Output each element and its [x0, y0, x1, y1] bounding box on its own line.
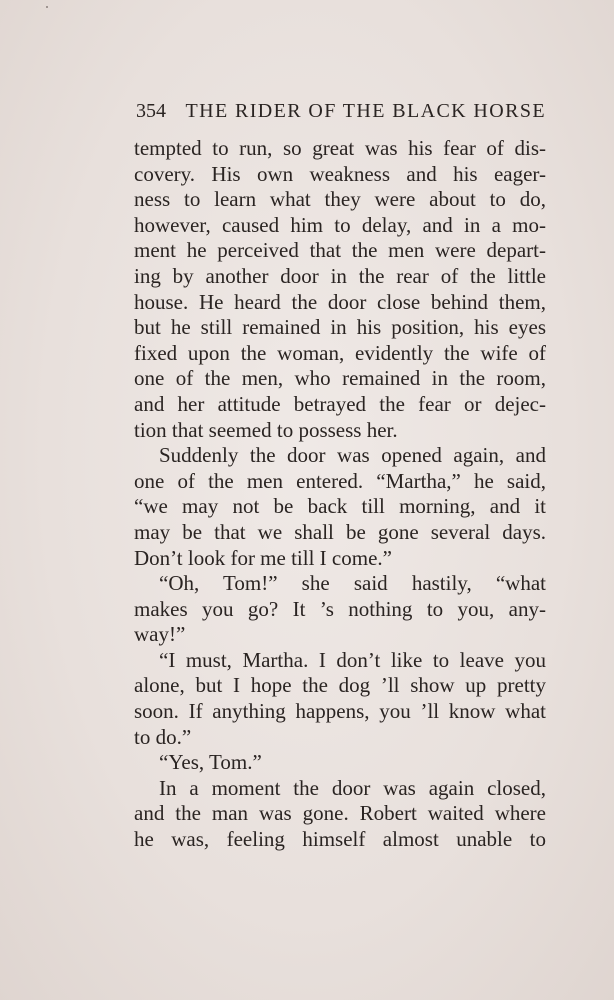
- text-line: one of the men, who remained in the room,: [134, 366, 546, 391]
- text-line: covery. His own weakness and his eager-: [134, 161, 546, 186]
- text-line: house. He heard the door close behind them,: [134, 289, 546, 314]
- paper-speck: [46, 6, 48, 8]
- text-line: “Oh, Tom!” she said hastily, “what: [159, 571, 546, 596]
- text-line: makes you go? It ’s nothing to you, any-: [134, 596, 546, 621]
- text-line: but he still remained in his position, his eyes: [134, 315, 546, 340]
- text-line: ment he perceived that the men were depart-: [134, 238, 546, 263]
- running-title: THE RIDER OF THE BLACK HORSE: [185, 100, 546, 122]
- text-line: In a moment the door was again closed,: [159, 775, 546, 800]
- text-line: ness to learn what they were about to do,: [134, 187, 546, 212]
- page-number: 354: [136, 100, 166, 122]
- text-line: tion that seemed to possess her.: [134, 417, 398, 442]
- text-line: Don’t look for me till I come.”: [134, 545, 392, 570]
- text-line: “Yes, Tom.”: [159, 750, 262, 775]
- text-line: and the man was gone. Robert waited where: [134, 801, 546, 826]
- text-line: “I must, Martha. I don’t like to leave you: [159, 647, 546, 672]
- text-line: “we may not be back till morning, and it: [134, 494, 546, 519]
- text-line: however, caused him to delay, and in a mo-: [134, 212, 546, 237]
- text-line: alone, but I hope the dog ’ll show up pretty: [134, 673, 546, 698]
- text-line: he was, feeling himself almost unable to: [134, 827, 546, 852]
- text-line: and her attitude betrayed the fear or dejec-: [134, 391, 546, 416]
- body-text: [134, 136, 546, 853]
- page-header: [136, 100, 546, 130]
- text-line: Suddenly the door was opened again, and: [159, 443, 546, 468]
- text-line: one of the men entered. “Martha,” he said,: [134, 468, 546, 493]
- text-line: fixed upon the woman, evidently the wife of: [134, 340, 546, 365]
- text-line: way!”: [134, 622, 186, 647]
- text-line: ing by another door in the rear of the little: [134, 263, 546, 288]
- text-line: tempted to run, so great was his fear of dis-: [134, 136, 546, 160]
- text-line: to do.”: [134, 724, 192, 749]
- text-line: may be that we shall be gone several days.: [134, 519, 546, 544]
- text-line: soon. If anything happens, you ’ll know what: [134, 699, 546, 724]
